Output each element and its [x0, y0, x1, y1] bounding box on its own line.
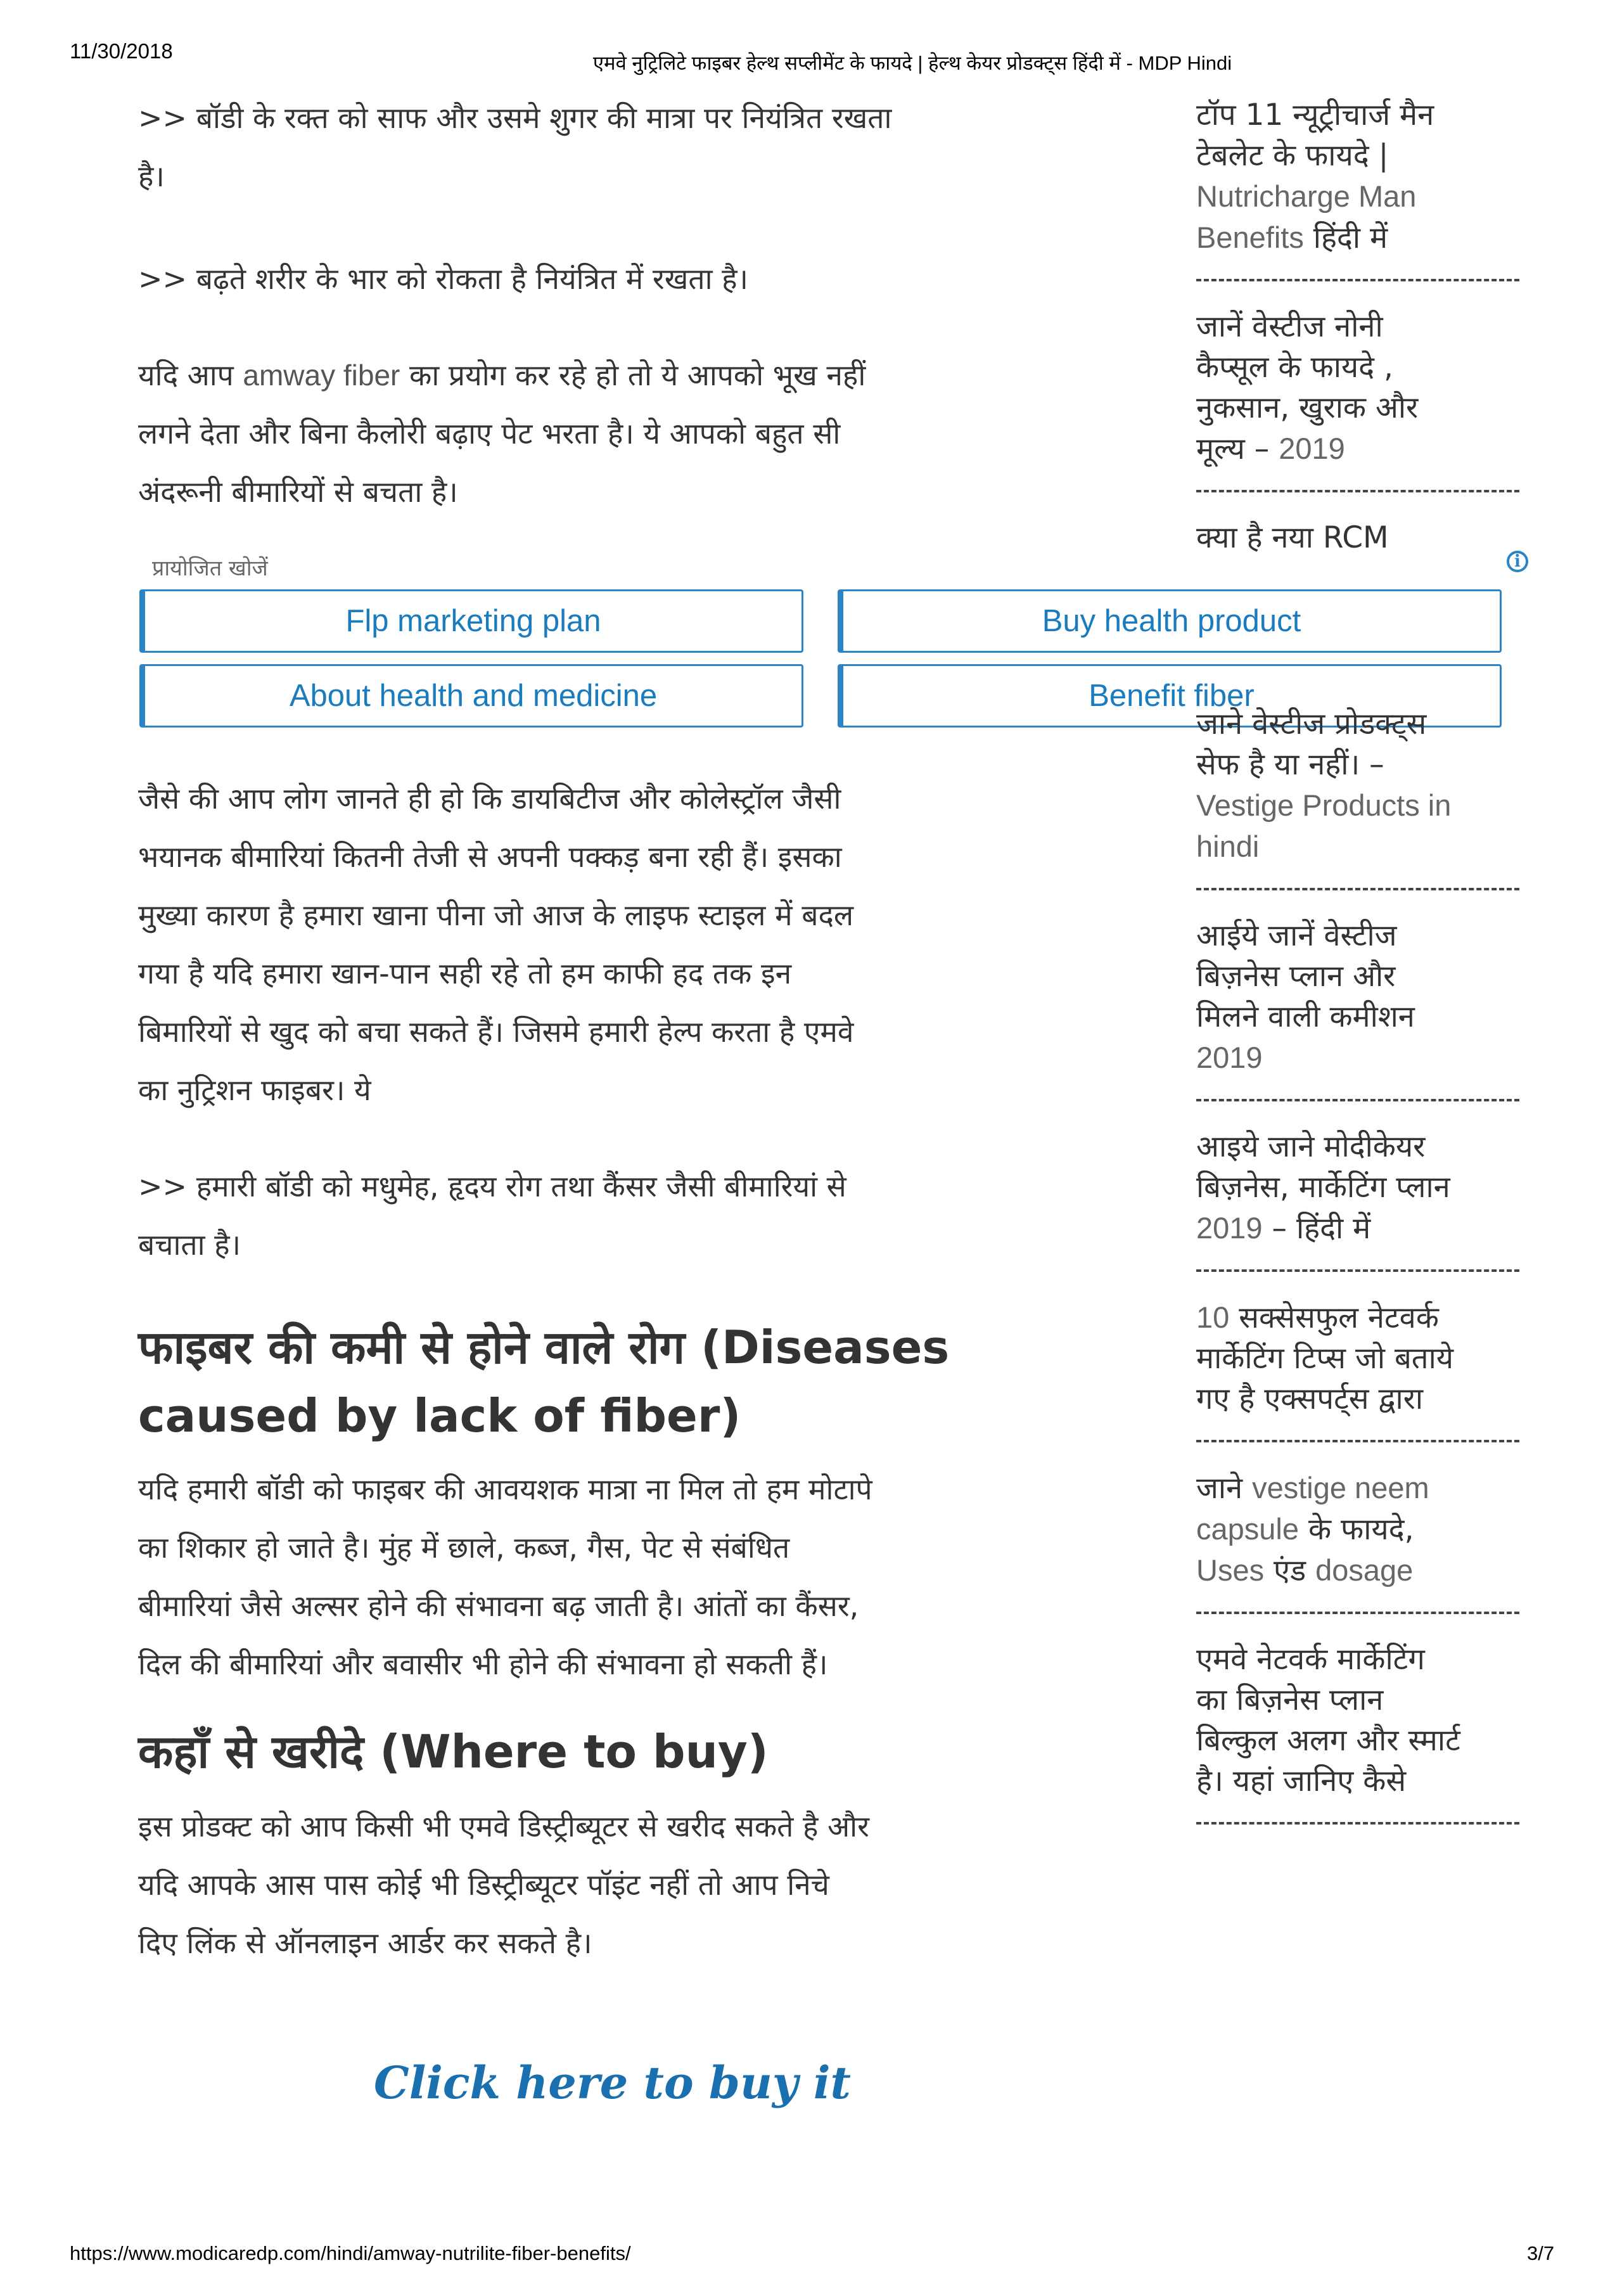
page-number: 3/7 — [1527, 2242, 1555, 2264]
sidebar-related-posts — [1196, 95, 1519, 1850]
paragraph: जैसे की आप लोग जानते ही हो कि डायबिटीज और कोलेस्ट्रॉल जैसी भयानक बीमारियां कितनी तेजी से अपनी पक्कड़ बना रही हैं। इसका मुख्या कारण है हमारा खाना पीना जो आज के लाइफ स्टाइल में बदल गया है यदि हमारा खान-पान सही रहे तो हम काफी हद तक इन बिमारियों से खुद को बचा सकते हैं। जिसमे हमारी हेल्प करता है एमवे का नुट्रिशन फाइबर। ये — [138, 781, 854, 1107]
sidebar-item[interactable]: एमवे नेटवर्क मार्केटिंग का बिज़नेस प्लान बिल्कुल अलग और स्मार्ट है। यहां जानिए कैसे — [1196, 1639, 1519, 1825]
sponsored-label: प्रायोजित खोजें — [152, 556, 268, 581]
article-body-continued — [138, 769, 1038, 1972]
paragraph: >> बढ़ते शरीर के भार को रोकता है नियंत्रित में रखता है। — [138, 262, 748, 296]
paragraph: >> बॉडी के रक्त को साफ और उसमे शुगर की मात्रा पर नियंत्रित रखता है। — [138, 101, 892, 193]
paragraph: यदि हमारी बॉडी को फाइबर की आवयशक मात्रा ना मिल तो हम मोटापे का शिकार हो जाते है। मुंह में छाले, कब्ज, गैस, पेट से संबंधित बीमारियां जैसे अल्सर होने की संभावना बढ़ जाती है। आंतों का कैंसर, दिल की बीमारियां और बवासीर भी होने की संभावना हो सकती हैं। — [138, 1472, 872, 1681]
footer-url: https://www.modicaredp.com/hindi/amway-nutrilite-fiber-benefits/ — [70, 2242, 631, 2264]
print-title: एमवे नुट्रिलिटे फाइबर हेल्थ सप्लीमेंट के फायदे | हेल्थ केयर प्रोडक्ट्स हिंदी में - MDP Hindi — [592, 52, 1232, 74]
inline-keyword: amway fiber — [243, 359, 400, 392]
sidebar-item[interactable]: आईये जानें वेस्टीज बिज़नेस प्लान और मिलने वाली कमीशन 2019 — [1196, 916, 1519, 1101]
sponsored-link-benefit-fiber[interactable]: Benefit fiber — [838, 664, 1502, 728]
article-body — [138, 89, 1038, 521]
sidebar-item[interactable]: जाने vestige neem capsule के फायदे, Uses एंड dosage — [1196, 1468, 1519, 1614]
sidebar-item[interactable]: क्या है नया RCM — [1196, 520, 1389, 555]
paragraph: यदि आप amway fiber का प्रयोग कर रहे हो तो ये आपको भूख नहीं लगने देता और बिना कैलोरी बढ़ाए पेट भरता है। ये आपको बहुत सी अंदरूनी बीमारियों से बचता है। — [138, 358, 866, 509]
section-heading: कहाँ से खरीदे (Where to buy) — [138, 1725, 769, 1778]
sidebar-item[interactable]: जाने वेस्टीज प्रोडक्ट्स सेफ है या नहीं। – Vestige Products in hindi — [1196, 704, 1519, 890]
sidebar-item[interactable]: जानें वेस्टीज नोनी कैप्सूल के फायदे , नुकसान, खुराक और मूल्य – 2019 — [1196, 307, 1519, 492]
info-icon[interactable]: i — [1507, 551, 1528, 572]
buy-link[interactable]: Click here to buy it — [374, 2056, 851, 2109]
sponsored-link-flp-marketing-plan[interactable]: Flp marketing plan — [139, 589, 803, 653]
sidebar-item[interactable]: आइये जाने मोदीकेयर बिज़नेस, मार्केटिंग प्लान 2019 – हिंदी में — [1196, 1127, 1519, 1272]
section-heading: फाइबर की कमी से होने वाले रोग (Diseases caused by lack of fiber) — [138, 1321, 950, 1442]
paragraph: >> हमारी बॉडी को मधुमेह, हृदय रोग तथा कैंसर जैसी बीमारियां से बचाता है। — [138, 1169, 846, 1262]
print-date: 11/30/2018 — [70, 39, 173, 63]
paragraph: इस प्रोडक्ट को आप किसी भी एमवे डिस्ट्रीब्यूटर से खरीद सकते है और यदि आपके आस पास कोई भी डिस्ट्रीब्यूटर पॉइंट नहीं तो आप निचे दिए लिंक से ऑनलाइन आर्डर कर सकते है। — [138, 1809, 869, 1960]
sponsored-link-buy-health-product[interactable]: Buy health product — [838, 589, 1502, 653]
sidebar-item[interactable]: 10 सक्सेसफुल नेटवर्क मार्केटिंग टिप्स जो बताये गए है एक्सपर्ट्स द्वारा — [1196, 1297, 1519, 1442]
sponsored-link-about-health[interactable]: About health and medicine — [139, 664, 803, 728]
sidebar-item[interactable]: टॉप 11 न्यूट्रीचार्ज मैन टेबलेट के फायदे | Nutricharge Man Benefits हिंदी में — [1196, 95, 1519, 281]
